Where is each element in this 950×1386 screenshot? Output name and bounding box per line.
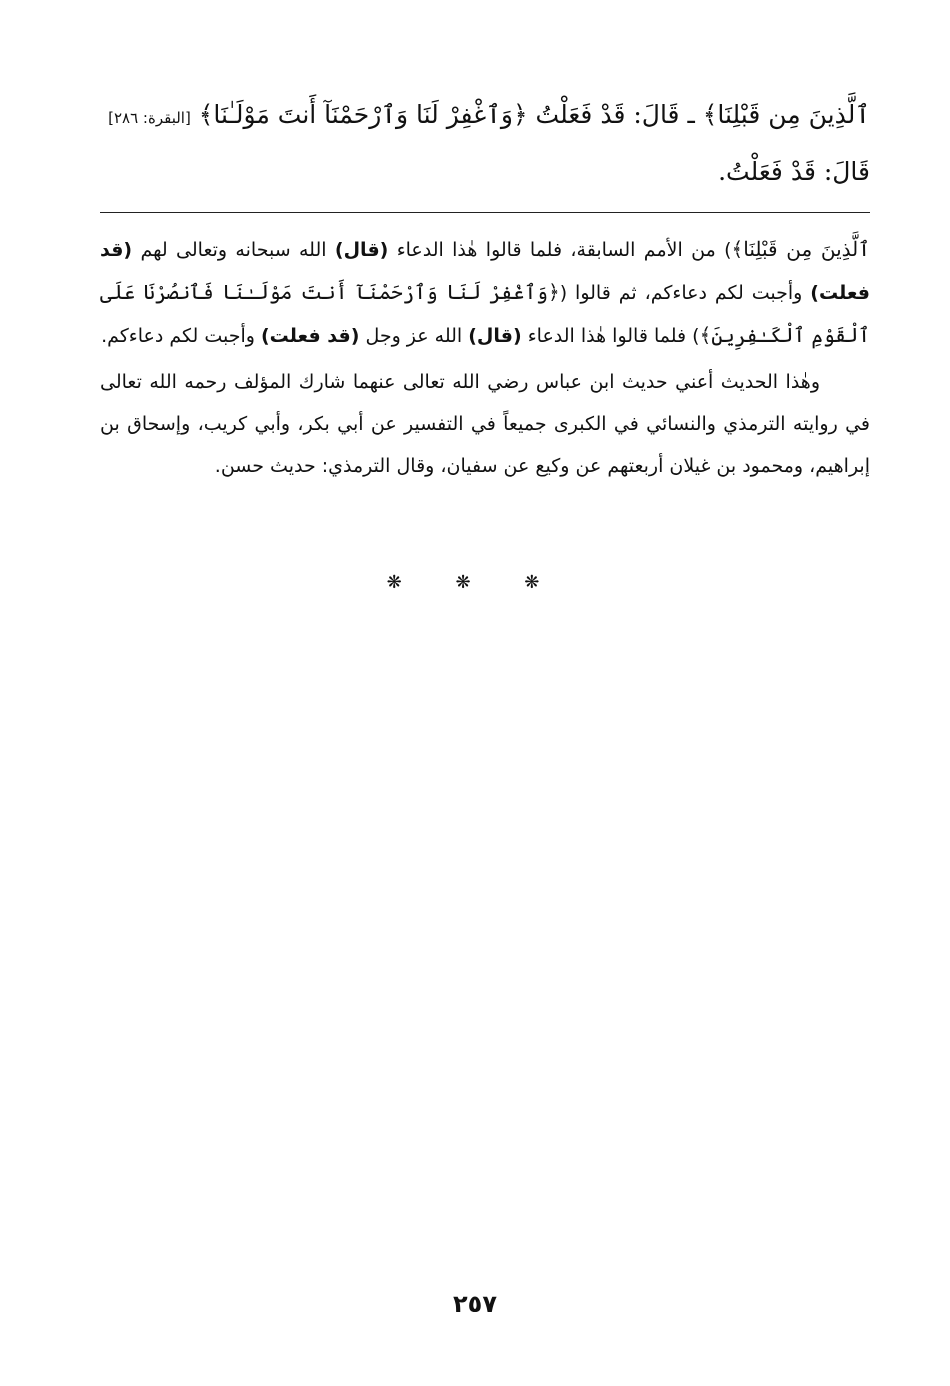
- commentary-text: الله سبحانه وتعالى لهم: [132, 239, 335, 261]
- commentary-text: وأجبت لكم دعاءكم.: [101, 325, 261, 347]
- commentary-block: [100, 228, 870, 487]
- section-divider-stars: ❋ ❋ ❋: [386, 572, 564, 593]
- quran-quote: ﴿وَٱغْفِرْ لَنَا وَٱرْحَمْنَآ أَنتَ مَوْلَـٰنَا فَٱنصُرْنَا عَلَى ٱلْقَوْمِ ٱلْكَـٰفِرِينَ﴾: [100, 280, 870, 347]
- commentary-paragraph-1: [100, 228, 870, 357]
- quran-line-1: [100, 88, 870, 145]
- commentary-text: وأجبت لكم دعاءكم، ثم قالوا (: [559, 282, 811, 304]
- bold-phrase: (قد فعلت): [100, 239, 870, 304]
- commentary-text: ) فلما قالوا هٰذا الدعاء: [521, 325, 700, 347]
- page-number: ٢٥٧: [453, 1290, 497, 1318]
- quran-line-2: قَالَ: قَدْ فَعَلْتُ.: [718, 157, 870, 186]
- verse-citation: [البقرة: ٢٨٦]: [108, 109, 191, 127]
- commentary-text: الله عز وجل: [359, 325, 469, 347]
- bold-phrase: (قد فعلت): [260, 325, 360, 347]
- quran-text-block: [100, 88, 870, 199]
- bold-phrase: (قال): [468, 325, 522, 347]
- quran-quote: ٱلَّذِينَ مِن قَبْلِنَا﴾: [731, 237, 870, 261]
- bold-phrase: (قال): [334, 239, 389, 261]
- footnote-separator: [100, 212, 870, 213]
- quran-verse-text: ٱلَّذِينَ مِن قَبْلِنَا﴾ ـ قَالَ: قَدْ فَعَلْتُ ﴿وَٱغْفِرْ لَنَا وَٱرْحَمْنَآ أَنتَ مَوْلَـٰنَا﴾: [198, 100, 870, 129]
- commentary-text: ) من الأمم السابقة، فلما قالوا هٰذا الدعاء: [388, 239, 732, 261]
- commentary-paragraph-2: وهٰذا الحديث أعني حديث ابن عباس رضي الله تعالى عنهما شارك المؤلف رحمه الله تعالى في روايته الترمذي والنسائي في الكبرى جميعاً في التفسير عن أبي بكر، وأبي كريب، وإسحاق بن إبراهيم، ومحمود بن غيلان أربعتهم عن وكيع عن سفيان، وقال الترمذي: حديث حسن.: [100, 371, 870, 477]
